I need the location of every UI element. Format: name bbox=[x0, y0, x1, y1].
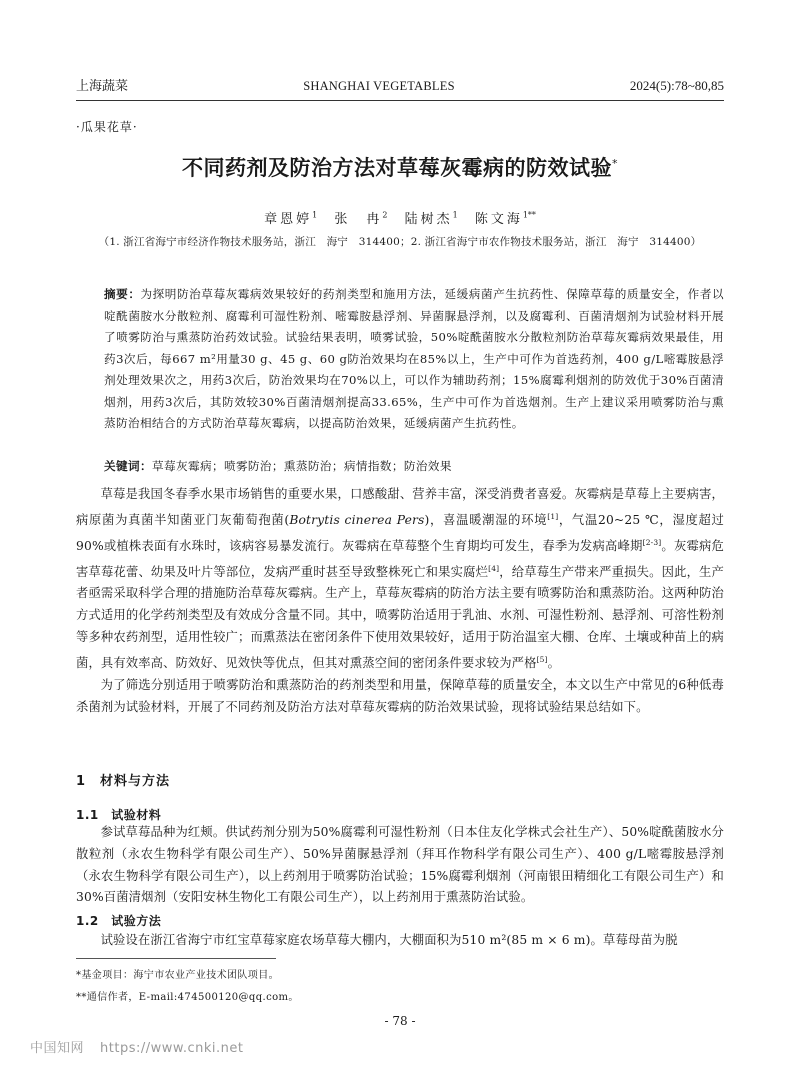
author: 陆树杰$^1$ bbox=[404, 210, 458, 227]
section-heading: 1 材料与方法 bbox=[76, 774, 171, 789]
keywords bbox=[104, 458, 724, 474]
footnote-divider bbox=[76, 958, 276, 959]
citation: [5] bbox=[536, 654, 548, 664]
author: 张 冉$^2$ bbox=[334, 210, 388, 227]
author: 陈文海$^{1**}$ bbox=[474, 210, 536, 227]
issue-info: 2024(5):78~80,85 bbox=[629, 78, 724, 93]
abstract-label: 摘要： bbox=[104, 287, 141, 301]
author-list bbox=[0, 208, 800, 227]
title-text: 不同药剂及防治方法对草莓灰霉病的防效试验 bbox=[182, 156, 612, 180]
section-tag: ·瓜果花草· bbox=[76, 120, 138, 134]
header-divider bbox=[76, 100, 724, 101]
author: 章恩婷$^1$ bbox=[264, 210, 318, 227]
methods-paragraph: 试验设在浙江省海宁市红宝草莓家庭农场草莓大棚内，大棚面积为510 m²(85 m × 6 m)。草莓母苗为脱 bbox=[100, 933, 678, 947]
cnki-watermark bbox=[30, 1037, 243, 1056]
title-footnote-mark: * bbox=[612, 157, 618, 170]
footnote-correspondence: **通信作者，E-mail:474500120@qq.com。 bbox=[76, 992, 299, 1003]
materials-paragraph: 参试草莓品种为红颊。供试药剂分别为50%腐霉利可湿性粉剂（日本住友化学株式会社生产）、50%啶酰菌胺水分散粒剂（永农生物科学有限公司生产）、50%异菌脲悬浮剂（拜耳作物科学有限公司生产）、400 g/L嘧霉胺悬浮剂（永农生物科学有限公司生产），以上药剂用于喷雾防治试验；15%腐霉利烟剂（河南银田精细化工有限公司生产）和30%百菌清烟剂（安阳安林生物化工有限公司生产），以上药剂用于熏蒸防治试验。 bbox=[76, 825, 724, 905]
journal-name-en: SHANGHAI VEGETABLES bbox=[303, 79, 455, 93]
intro-paragraph: 为了筛选分别适用于喷雾防治和熏蒸防治的药剂类型和用量，保障草莓的质量安全，本文以生产中常见的6种低毒杀菌剂为试验材料，开展了不同药剂及防治方法对草莓灰霉病的防治效果试验，现将试验结果总结如下。 bbox=[76, 677, 724, 714]
citation: [1] bbox=[547, 511, 559, 521]
watermark-url: https://www.cnki.net bbox=[100, 1041, 244, 1056]
running-header bbox=[76, 78, 724, 95]
abstract-text: 为探明防治草莓灰霉病效果较好的药剂类型和施用方法，延缓病菌产生抗药性、保障草莓的质量安全，作者以啶酰菌胺水分散粒剂、腐霉利可湿性粉剂、嘧霉胺悬浮剂、异菌脲悬浮剂，以及腐霉利、百菌清烟剂为试验材料开展了喷雾防治与熏蒸防治药效试验。试验结果表明，喷雾试验，50%啶酰菌胺水分散粒剂防治草莓灰霉病效果最佳，用药3次后，每667 m²用量30 g、45 g、60 g防治效果均在85%以上，生产中可作为首选药剂，400 g/L嘧霉胺悬浮剂处理效果次之，用药3次后，防治效果均在70%以上，可以作为辅助药剂；15%腐霉利烟剂的防效优于30%百菌清烟剂，用药3次后，其防效较30%百菌清烟剂提高33.65%，生产中可作为首选烟剂。生产上建议采用喷雾防治与熏蒸防治相结合的方式防治草莓灰霉病，以提高防治效果，延缓病菌产生抗药性。 bbox=[104, 287, 724, 430]
subsection-heading: 1.1 试验材料 bbox=[76, 808, 162, 822]
watermark-name: 中国知网 bbox=[30, 1041, 85, 1056]
citation: [4] bbox=[488, 563, 500, 573]
keywords-text: 草莓灰霉病；喷雾防治；熏蒸防治；病情指数；防治效果 bbox=[151, 459, 452, 473]
affiliation: （1. 浙江省海宁市经济作物技术服务站，浙江 海宁 314400；2. 浙江省海宁市农作物技术服务站，浙江 海宁 314400） bbox=[98, 236, 702, 248]
keywords-label: 关键词： bbox=[104, 459, 152, 473]
abstract bbox=[104, 284, 724, 435]
journal-name-cn: 上海蔬菜 bbox=[76, 79, 129, 94]
footnote-funding: *基金项目：海宁市农业产业技术团队项目。 bbox=[76, 970, 279, 981]
citation: [2-3] bbox=[642, 537, 662, 547]
paper-title bbox=[0, 152, 800, 182]
introduction bbox=[76, 484, 724, 718]
page-number: - 78 - bbox=[384, 1014, 416, 1028]
subsection-heading: 1.2 试验方法 bbox=[76, 914, 162, 928]
intro-paragraph: 草莓是我国冬春季水果市场销售的重要水果，口感酸甜、营养丰富，深受消费者喜爱。灰霉病是草莓上主要病害，病原菌为真菌半知菌亚门灰葡萄孢菌(Botrytis cinerea Pers)，喜温暖潮湿的环境[1]，气温20~25 ℃，湿度超过90%或植株表面有水珠时，该病容易暴发流行。灰霉病在草莓整个生育期均可发生，春季为发病高峰期[2-3]。灰霉病危害草莓花蕾、幼果及叶片等部位，发病严重时甚至导致整株死亡和果实腐烂[4]，给草莓生产带来严重损失。因此，生产者亟需采取科学合理的措施防治草莓灰霉病。生产上，草莓灰霉病的防治方法主要有喷雾防治和熏蒸防治。这两种防治方式适用的化学药剂类型及有效成分含量不同。其中，喷雾防治适用于乳油、水剂、可湿性粉剂、悬浮剂、可溶性粉剂等多种农药剂型，适用性较广；而熏蒸法在密闭条件下使用效果较好，适用于防治温室大棚、仓库、土壤或种苗上的病菌，具有效率高、防效好、见效快等优点，但其对熏蒸空间的密闭条件要求较为严格[5]。 bbox=[76, 487, 724, 670]
latin-name: Botrytis cinerea Pers bbox=[289, 512, 425, 527]
